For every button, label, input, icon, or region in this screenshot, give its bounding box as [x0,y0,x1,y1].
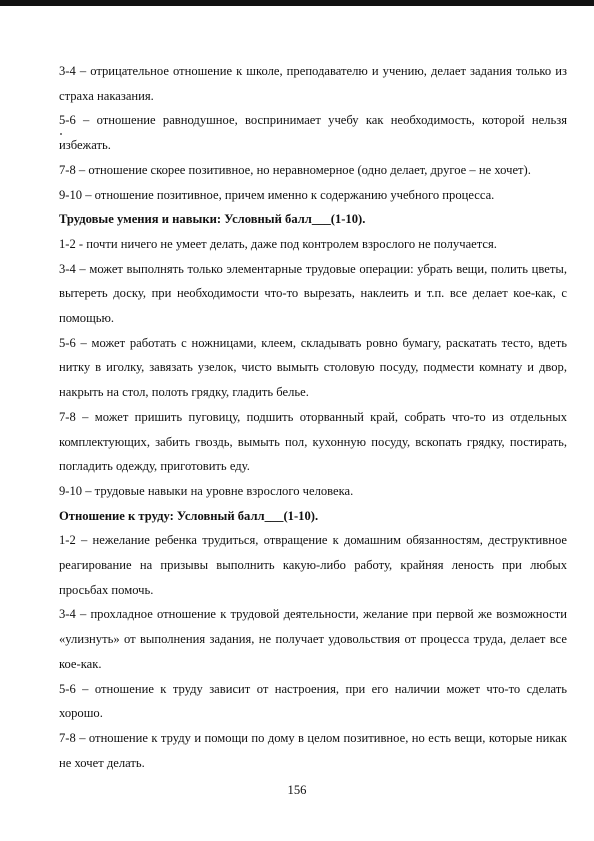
paragraph-learning-5-6: 5-6 – отношение равнодушное, воспринимает учебу как необходимость, которой нельзя избежать. [59,113,567,153]
paragraph-attitude-1-2: 1-2 – нежелание ребенка трудиться, отвращение к домашним обязанностям, деструктивное реагирование на призывы выполнить какую-либо работу, крайняя леность при любых просьбах помочь. [59,533,567,597]
paragraph-learning-3-4: 3-4 – отрицательное отношение к школе, преподавателю и учению, делает задания только из страха наказания. [59,64,567,103]
page-body [59,59,567,775]
scan-top-edge [0,0,594,6]
section-heading-work-attitude: Отношение к труду: Условный балл___(1-10). [59,508,319,523]
paragraph-learning-9-10: 9-10 – отношение позитивное, причем именно к содержанию учебного процесса. [59,187,495,202]
paragraph-attitude-7-8: 7-8 – отношение к труду и помощи по дому в целом позитивное, но есть вещи, которые никак не хочет делать. [59,730,567,770]
paragraph-skills-3-4: 3-4 – может выполнять только элементарные трудовые операции: убрать вещи, полить цветы, вытереть доску, при необходимости что-то вырезать, наклеить и т.п. все делает кое-как, с помощью. [59,261,567,326]
paragraph-attitude-3-4: 3-4 – прохладное отношение к трудовой деятельности, желание при первой же возможности «улизнуть» от выполнения задания, не получает удовольствия от процесса труда, делает все кое-как. [59,607,567,671]
paragraph-skills-5-6: 5-6 – может работать с ножницами, клеем, складывать ровно бумагу, раскатать тесто, вдеть нитку в иголку, завязать узелок, чисто вымыть столовую посуду, подмести комнату и двор, накрыть на стол, полоть грядку, гладить белье. [59,335,567,400]
paragraph-skills-7-8: 7-8 – может пришить пуговицу, подшить оторванный край, собрать что-то из отдельных комплектующих, забить гвоздь, вымыть пол, кухонную посуду, вскопать грядку, постирать, погладить одежду, приготовить еду. [59,409,567,474]
paragraph-skills-9-10: 9-10 – трудовые навыки на уровне взрослого человека. [59,483,354,498]
section-heading-work-skills: Трудовые умения и навыки: Условный балл___(1-10). [59,212,366,227]
page-number: 156 [287,783,307,797]
paragraph-skills-1-2: 1-2 - почти ничего не умеет делать, даже под контролем взрослого не получается. [59,236,497,251]
paragraph-learning-7-8: 7-8 – отношение скорее позитивное, но неравномерное (одно делает, другое – не хочет). [59,162,531,177]
paragraph-attitude-5-6: 5-6 – отношение к труду зависит от настроения, при его наличии может что-то сделать хорошо. [59,681,567,721]
